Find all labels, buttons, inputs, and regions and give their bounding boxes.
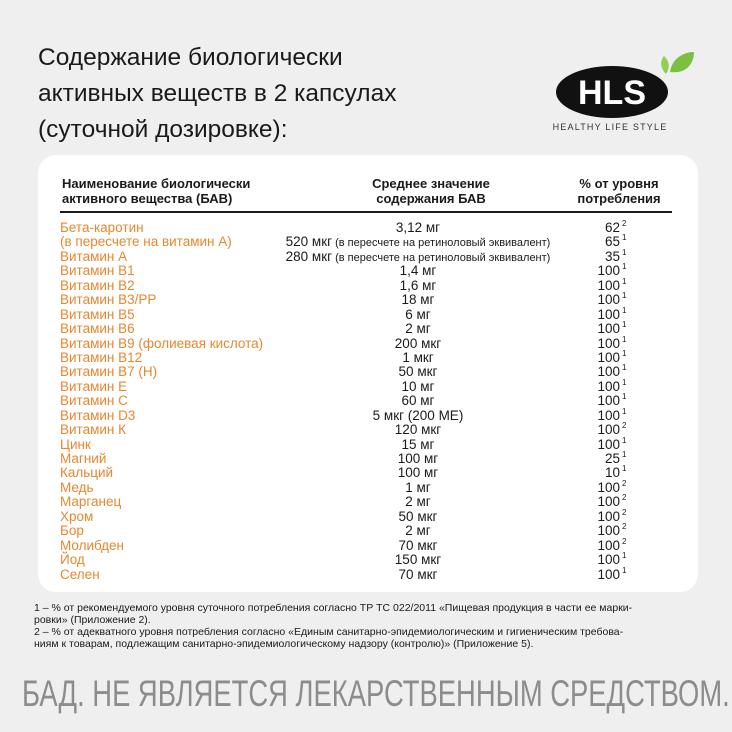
footnote-ref: 1	[622, 450, 627, 459]
nutrient-name: Витамин В2	[60, 277, 135, 293]
footnote-ref: 1	[622, 247, 627, 257]
nutrient-percent: 100	[597, 335, 620, 351]
footnote-ref: 2	[622, 507, 627, 517]
table-body	[0, 221, 732, 582]
header-value	[320, 176, 542, 206]
logo-tagline: HEALTHY LIFE STYLE	[552, 122, 668, 132]
footnote-ref: 1	[622, 233, 627, 243]
value-amount: 5 мкг (200 МЕ)	[372, 407, 464, 423]
footnote-ref: 1	[622, 464, 627, 474]
value-amount: 70 мкг	[398, 537, 438, 553]
footnote-ref: 1	[622, 406, 627, 416]
footnote-ref: 1	[622, 320, 627, 330]
nutrient-percent: 100	[597, 422, 620, 438]
footnote-ref: 1	[622, 392, 627, 402]
nutrient-percent: 100	[597, 407, 620, 423]
nutrient-percent: 100	[597, 537, 620, 553]
nutrient-name: Марганец	[60, 494, 122, 510]
nutrient-percent: 100	[597, 494, 620, 510]
footnotes	[34, 602, 706, 650]
nutrient-name: (в пересчете на витамин А)	[60, 234, 232, 250]
nutrient-percent: 100	[597, 508, 620, 524]
title-line-2: активных веществ в 2 капсулах	[38, 80, 397, 107]
nutrient-percent: 100	[597, 436, 620, 452]
nutrient-percent: 35	[604, 248, 620, 264]
nutrient-name: Витамин В12	[60, 349, 143, 365]
footnote-ref: 1	[622, 334, 627, 344]
leaf-icon	[670, 52, 694, 72]
page-title	[38, 40, 438, 148]
nutrient-percent: 100	[597, 393, 620, 409]
value-amount: 1 мг	[405, 479, 431, 495]
value-amount: 150 мкг	[394, 552, 442, 568]
header-value-line-2: содержания БАВ	[376, 191, 486, 206]
value-amount: 2 мг	[405, 494, 431, 510]
value-amount: 1,4 мг	[399, 263, 437, 279]
value-amount: 280 мкг	[285, 248, 333, 264]
nutrient-name: Медь	[60, 479, 94, 495]
nutrient-percent: 100	[597, 321, 620, 337]
nutrient-name: Витамин В7 (Н)	[60, 364, 158, 380]
value-amount: 2 мг	[405, 523, 431, 539]
value-amount: 120 мкг	[394, 422, 442, 438]
value-amount: 50 мкг	[398, 364, 438, 380]
footnote-ref: 1	[622, 276, 627, 286]
header-name	[62, 176, 250, 206]
value-amount: 15 мг	[401, 436, 435, 452]
nutrient-name: Витамин В5	[60, 306, 135, 322]
value-note: (в пересчете на ретиноловый эквивалент)	[332, 251, 551, 264]
value-amount: 100 мг	[397, 465, 439, 481]
value-amount: 2 мг	[405, 321, 431, 337]
nutrient-name: Кальций	[60, 465, 114, 481]
footnote-1-line-2: ровки» (Приложение 2).	[34, 614, 151, 626]
value-amount: 1,6 мг	[399, 277, 437, 293]
footnote-ref: 2	[622, 522, 627, 532]
footnote-1-line-1: 1 – % от рекомендуемого уровня суточного потребления согласно ТР ТС 022/2011 «Пищевая продукция в части ее марки-	[34, 602, 633, 614]
value-note: (в пересчете на ретиноловый эквивалент)	[332, 237, 551, 250]
nutrient-name: Бета-каротин	[60, 220, 144, 235]
value-amount: 10 мг	[401, 378, 435, 394]
nutrient-name: Хром	[60, 508, 94, 524]
value-amount: 1 мкг	[402, 349, 434, 365]
value-amount: 3,12 мг	[395, 220, 441, 235]
header-pct-line-2: потребления	[577, 191, 661, 206]
nutrient-name: Йод	[60, 552, 85, 568]
footnote-ref: 2	[622, 536, 627, 546]
value-amount: 18 мг	[401, 292, 435, 308]
footnote-ref: 1	[622, 363, 627, 373]
footnote-ref: 1	[622, 435, 627, 445]
nutrient-percent: 100	[597, 523, 620, 539]
nutrient-name: Витамин В9 (фолиевая кислота)	[60, 335, 264, 351]
nutrient-percent: 100	[597, 263, 620, 279]
header-divider	[60, 211, 672, 213]
footnote-ref: 2	[622, 493, 627, 503]
header-name-line-2: активного вещества (БАВ)	[62, 191, 233, 206]
nutrient-name: Бор	[60, 523, 84, 539]
nutrient-percent: 62	[604, 220, 620, 235]
nutrient-name: Витамин Е	[60, 378, 128, 394]
nutrient-name: Магний	[60, 451, 107, 466]
header-value-line-1: Среднее значение	[372, 176, 490, 191]
title-line-3: (суточной дозировке):	[38, 116, 288, 143]
disclaimer: БАД. НЕ ЯВЛЯЕТСЯ ЛЕКАРСТВЕННЫМ СРЕДСТВОМ.	[22, 673, 730, 714]
nutrient-percent: 65	[604, 234, 620, 250]
value-amount: 60 мг	[401, 393, 435, 409]
nutrient-name: Витамин А	[60, 248, 128, 264]
nutrient-percent: 100	[597, 552, 620, 568]
footnote-ref: 1	[622, 262, 627, 272]
header-name-line-1: Наименование биологически	[62, 176, 251, 191]
nutrient-name: Витамин В1	[60, 263, 135, 279]
logo-text: HLS	[578, 74, 646, 112]
footnote-ref: 1	[622, 377, 627, 387]
value-amount: 6 мг	[405, 306, 431, 322]
nutrient-name: Витамин К	[60, 422, 126, 438]
footnote-ref: 2	[622, 421, 627, 431]
value-amount: 520 мкг	[285, 234, 333, 250]
nutrient-percent: 25	[604, 451, 620, 466]
nutrient-percent: 100	[597, 378, 620, 394]
nutrient-percent: 100	[597, 349, 620, 365]
footnote-ref: 1	[622, 291, 627, 301]
nutrient-value	[268, 568, 568, 583]
nutrient-percent: 100	[597, 364, 620, 380]
value-amount: 100 мг	[397, 451, 439, 466]
footnote-ref: 1	[622, 565, 627, 575]
nutrient-percent: 10	[604, 465, 620, 481]
nutrient-percent: 100	[597, 479, 620, 495]
leaf-small-icon	[661, 56, 669, 74]
nutrient-name: Витамин D3	[60, 407, 136, 423]
footnote-ref: 2	[622, 219, 627, 228]
footnote-2-line-1: 2 – % от адекватного уровня потребления согласно «Единым санитарно-эпидемиологическим и гигиеническим требова-	[34, 626, 624, 638]
footnote-ref: 1	[622, 551, 627, 561]
nutrient-name: Витамин В6	[60, 321, 135, 337]
nutrient-percent: 100	[597, 292, 620, 308]
nutrient-percent: 100	[597, 306, 620, 322]
nutrient-percent: 100	[597, 277, 620, 293]
header-percent	[554, 176, 684, 206]
nutrient-percent: 100	[597, 566, 620, 582]
value-amount: 70 мкг	[398, 566, 438, 582]
title-line-1: Содержание биологически	[38, 44, 343, 71]
nutrient-name: Витамин В3/PP	[60, 292, 157, 308]
table-row	[0, 565, 732, 582]
header-pct-line-1: % от уровня	[579, 176, 659, 191]
value-amount: 50 мкг	[398, 508, 438, 524]
footnote-ref: 1	[622, 305, 627, 315]
nutrient-name: Селен	[60, 566, 100, 582]
footnote-2-line-2: ниям к товарам, подлежащим санитарно-эпидемиологическому надзору (контролю)» (Приложение 5).	[34, 638, 534, 650]
footnote-ref: 2	[622, 478, 627, 488]
nutrient-name: Витамин С	[60, 393, 128, 409]
nutrient-name: Молибден	[60, 537, 124, 553]
value-amount: 200 мкг	[394, 335, 442, 351]
nutrient-name: Цинк	[60, 436, 91, 452]
footnote-ref: 1	[622, 348, 627, 358]
